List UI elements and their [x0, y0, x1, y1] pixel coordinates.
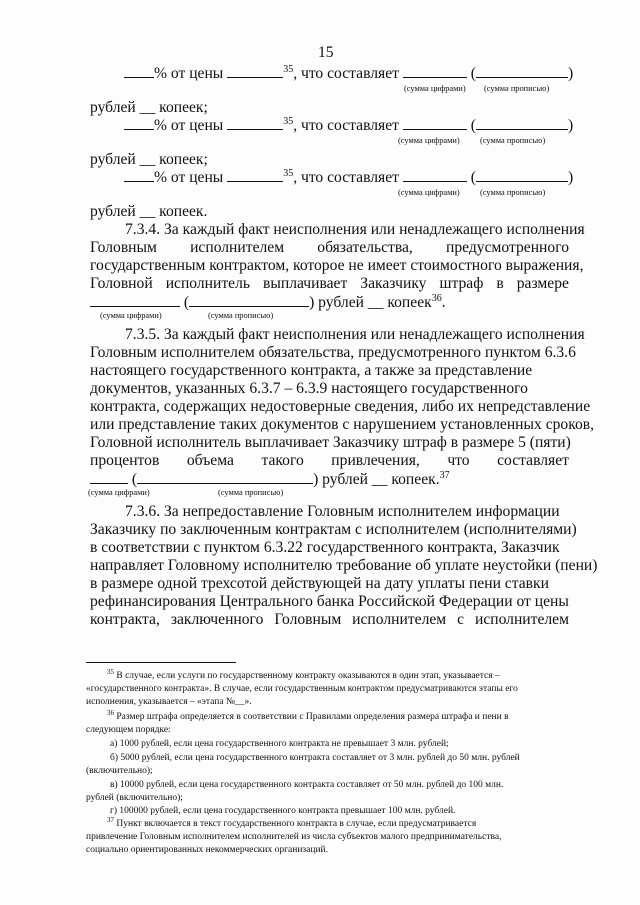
footnote-35-line-1 [107, 667, 500, 682]
footnote-number: 36 [107, 708, 114, 717]
footnote-number: 35 [107, 667, 114, 676]
p736-line-3: в соответствии с пунктом 6.3.22 государственного контракта, Заказчик [90, 539, 560, 556]
word: Головной [90, 275, 153, 292]
caption-words: (сумма прописью) [484, 84, 550, 93]
footnote-ref-35: 35 [283, 167, 294, 179]
percent-label: % от цены [154, 117, 224, 134]
p735-line-2: Головным исполнителем обязательства, предусмотренного пунктом 6.3.6 [90, 344, 576, 361]
footnote-ref-35: 35 [283, 115, 294, 127]
p736-line-2: Заказчику по заключенным контрактам с исполнителем (исполнителями) [90, 521, 577, 538]
caption-words: (сумма прописью) [480, 136, 546, 145]
p734-line-4 [90, 275, 569, 293]
word: заключенного [170, 611, 264, 628]
word: процентов [90, 452, 160, 469]
word: обязательства, [317, 239, 413, 256]
word: исполнитель [165, 275, 250, 292]
caption-digits: (сумма цифрами) [398, 188, 460, 197]
footnote-ref-36: 36 [431, 292, 442, 304]
footnote-ref-35: 35 [283, 63, 294, 75]
fill-line-1: % от цены $^{35}$, что составляет ( ) [124, 64, 573, 83]
word: что [447, 452, 470, 469]
footnote-36-line-5: (включительно); [86, 766, 153, 776]
footnote-ref-37: 37 [439, 469, 450, 481]
footnote-divider [86, 662, 236, 663]
p735-fill-line: ( ) рублей __ копеек.$^{37}$ [90, 470, 450, 489]
footnote-text: В случае, если услуги по государственному контракту оказываются в один этап, указывается – [114, 671, 500, 681]
fill-line-3: % от цены $^{35}$, что составляет ( ) [124, 168, 573, 187]
caption-digits: (сумма цифрами) [398, 136, 460, 145]
word: такого [261, 452, 304, 469]
p735-tail: ) рублей __ копеек. [313, 471, 440, 488]
caption-words: (сумма прописью) [208, 311, 274, 320]
footnote-text: Пункт включается в текст государственного контракта в случае, если предусматривается [114, 819, 477, 829]
word: Головным [90, 239, 157, 256]
footnote-36-line-2: следующем порядке: [86, 725, 171, 735]
footnote-35-line-2: «государственного контракта». В случае, если государственным контрактом предусматриваются этапы его [86, 684, 518, 694]
p735-line-4: документов, указанных 6.3.7 – 6.3.9 настоящего государственного [90, 380, 528, 397]
fill-line-2: % от цены $^{35}$, что составляет ( ) [124, 116, 573, 135]
p736-line-4: направляет Головному исполнителю требование об уплате неустойки (пени) [90, 557, 598, 574]
percent-label: % от цены [154, 169, 224, 186]
p735-line-3: настоящего государственного контракта, а также за представление [90, 362, 533, 379]
word: контракта, [90, 611, 160, 628]
p736-line-7 [90, 611, 569, 629]
footnote-36-line-7: рублей (включительно); [86, 793, 183, 803]
caption-digits: (сумма цифрами) [100, 311, 162, 320]
word: Головным [274, 611, 342, 628]
word: в [496, 275, 504, 292]
footnote-text: Размер штрафа определяется в соответствии с Правилами определения размера штрафа и пени в [114, 712, 509, 722]
amount-label: , что составляет [293, 65, 399, 82]
caption-digits: (сумма цифрами) [404, 84, 466, 93]
footnote-37-line-1 [107, 815, 477, 830]
p735-line-6: или представление таких документов с нарушением установленных сроков, [90, 416, 595, 433]
p736-line-6: рефинансирования Центрального банка Российской Федерации от цены [90, 593, 569, 610]
p735-line-7: Головной исполнитель выплачивает Заказчику штраф в размере 5 (пяти) [90, 434, 571, 451]
word: исполнителем [190, 239, 285, 256]
p734-fill-line: ( ) рублей __ копеек$^{36}$. [90, 293, 446, 312]
caption-words: (сумма прописью) [218, 488, 284, 497]
word: объема [186, 452, 234, 469]
amount-label: , что составляет [293, 117, 399, 134]
word: составляет [497, 452, 569, 469]
percent-label: % от цены [154, 65, 224, 82]
caption-digits: (сумма цифрами) [88, 488, 150, 497]
footnote-36-line-8: г) 100000 рублей, если цена государственного контракта превышает 100 млн. рублей. [110, 806, 456, 816]
word: штраф [439, 275, 484, 292]
word: привлечения, [331, 452, 420, 469]
p736-line-1: 7.3.6. За непредоставление Головным исполнителем информации [125, 503, 560, 520]
p734-line-2 [90, 239, 569, 257]
p734-line-3: государственным контрактом, которое не имеет стоимостного выражения, [90, 257, 584, 274]
rubles-line-2: рублей __ копеек; [90, 151, 208, 168]
word: исполнителем [352, 611, 447, 628]
rubles-line-3: рублей __ копеек. [90, 203, 208, 220]
word: предусмотренного [446, 239, 569, 256]
p735-line-5: контракта, содержащих недостоверные сведения, либо их непредставление [90, 398, 591, 415]
p735-line-1: 7.3.5. За каждый факт неисполнения или ненадлежащего исполнения [125, 326, 585, 343]
word: выплачивает [263, 275, 348, 292]
word: размере [516, 275, 569, 292]
footnote-number: 37 [107, 815, 114, 824]
word: с [457, 611, 465, 628]
footnote-36-line-6: в) 10000 рублей, если цена государственного контракта составляет от 50 млн. рублей до 100 млн. [110, 780, 504, 790]
caption-words: (сумма прописью) [480, 188, 546, 197]
footnote-37-line-2: привлечение Головным исполнителем исполнителей из числа субъектов малого предпринимательства, [86, 832, 502, 842]
page-number: 15 [318, 44, 334, 61]
word: Заказчику [360, 275, 427, 292]
footnote-37-line-3: социально ориентированных некоммерческих организаций. [86, 845, 328, 855]
p735-line-8 [90, 452, 569, 470]
footnote-36-line-1 [107, 708, 509, 723]
p734-line-1: 7.3.4. За каждый факт неисполнения или ненадлежащего исполнения [125, 221, 585, 238]
footnote-36-line-3: а) 1000 рублей, если цена государственного контракта не превышает 3 млн. рублей; [110, 739, 449, 749]
p734-tail: ) рублей __ копеек [309, 294, 432, 311]
rubles-line-1: рублей __ копеек; [90, 99, 208, 116]
word: исполнителем [474, 611, 569, 628]
footnote-36-line-4: б) 5000 рублей, если цена государственного контракта составляет от 3 млн. рублей до 50 млн. рублей [110, 753, 520, 763]
amount-label: , что составляет [293, 169, 399, 186]
p736-line-5: в размере одной трехсотой действующей на дату уплаты пени ставки [90, 575, 549, 592]
footnote-35-line-3: исполнения, указывается – «этапа №__». [86, 697, 252, 707]
